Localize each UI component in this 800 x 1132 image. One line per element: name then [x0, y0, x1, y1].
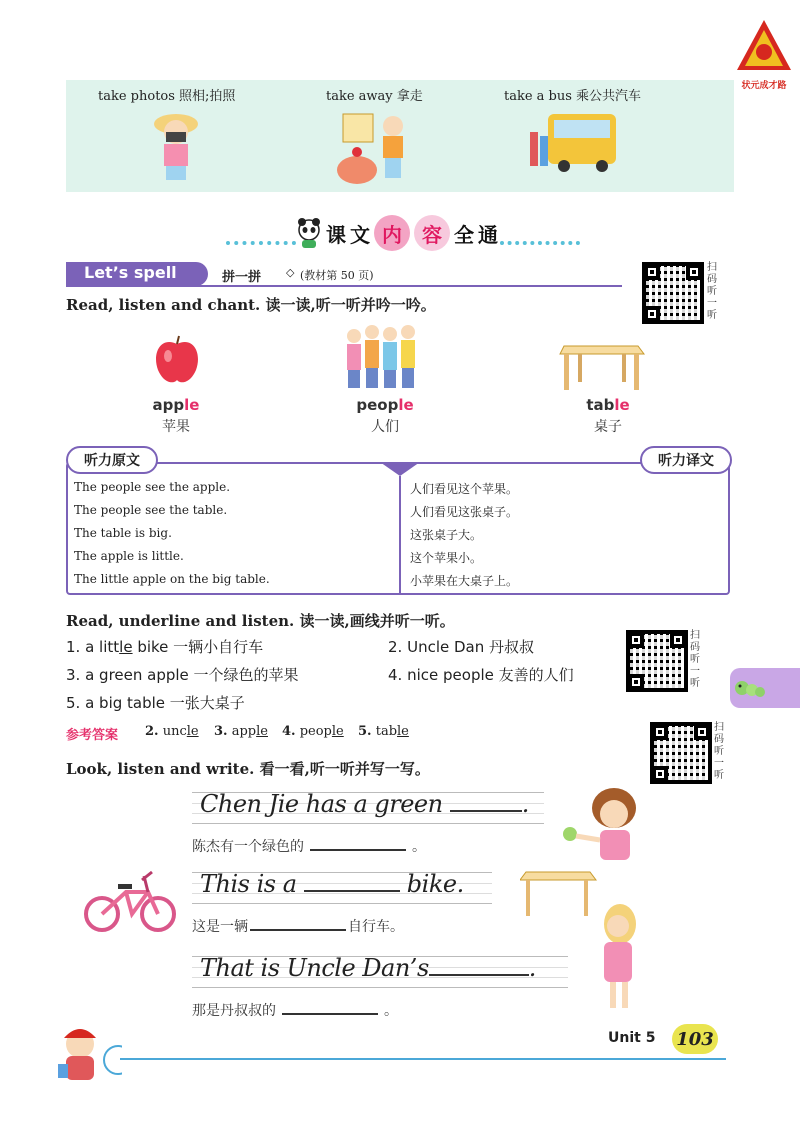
- english-line: The apple is little.: [74, 549, 184, 563]
- qr-caption-1: 扫 码 听 一 听: [707, 262, 717, 321]
- phrase-take-a-bus: take a bus 乘公共汽车: [504, 89, 642, 104]
- caterpillar-icon: [730, 668, 770, 708]
- answer-5: 5. table: [358, 724, 409, 739]
- lets-spell-rule: [66, 285, 622, 287]
- logo-text: 状元成才路: [741, 81, 787, 91]
- word-apple-cn: 苹果: [162, 419, 190, 435]
- bike-illustration: [82, 862, 178, 938]
- title-char: 全: [454, 222, 474, 247]
- title-char: 文: [350, 222, 370, 247]
- chinese-line: 小苹果在大桌子上。: [410, 574, 519, 588]
- book-icon: ◇: [286, 266, 295, 279]
- write-sentence-2-cn: 这是一辆 自行车。: [192, 919, 404, 935]
- title-dots-right: [500, 241, 580, 245]
- english-line: The table is big.: [74, 526, 172, 540]
- write-sentence-1: Chen Jie has a green .: [200, 790, 529, 818]
- title-badge: 内: [374, 215, 410, 251]
- lets-spell-label: Let’s spell: [84, 263, 177, 282]
- phrase-take-away: take away 拿走: [326, 89, 423, 104]
- listening-divider: [399, 476, 401, 595]
- footer-rule: [120, 1058, 726, 1060]
- instruction-read-underline: Read, underline and listen. 读一读,画线并听一听。: [66, 612, 455, 630]
- people-icon: [342, 322, 426, 396]
- table-girl-illustration: [520, 864, 650, 1018]
- write-sentence-1-cn: 陈杰有一个绿色的 。: [192, 839, 426, 855]
- title-dots-left: [226, 241, 296, 245]
- word-apple: apple: [152, 396, 200, 414]
- side-tab: [730, 668, 800, 708]
- qr-code-3[interactable]: [650, 722, 712, 784]
- instruction-read-listen-chant: Read, listen and chant. 读一读,听一听并吟一吟。: [66, 296, 436, 314]
- answer-3: 3. apple: [214, 724, 268, 739]
- chinese-line: 这张桌子大。: [410, 528, 483, 542]
- unit-label: Unit 5: [608, 1030, 656, 1046]
- tab-listening-original: 听力原文: [66, 446, 158, 474]
- word-table-cn: 桌子: [594, 419, 622, 435]
- phrase-take-photos: take photos 照相;拍照: [98, 89, 236, 104]
- word-people-cn: 人们: [371, 419, 399, 435]
- panda-icon: [296, 218, 322, 248]
- mascot-illustration: [52, 1020, 122, 1088]
- table-icon: [558, 336, 646, 396]
- word-table: table: [586, 396, 630, 414]
- underline-item-5: 5. a big table 一张大桌子: [66, 694, 245, 712]
- underline-item-1: 1. a little bike 一辆小自行车: [66, 638, 264, 656]
- chinese-line: 人们看见这个苹果。: [410, 482, 519, 496]
- write-sentence-3-cn: 那是丹叔叔的 。: [192, 1003, 398, 1019]
- girl-holding-apple-illustration: [562, 784, 652, 868]
- textbook-page-ref: (教材第 50 页): [300, 269, 374, 282]
- word-people: people: [356, 396, 414, 414]
- section-title: [296, 216, 498, 250]
- answer-label: 参考答案: [66, 728, 119, 743]
- underline-item-2: 2. Uncle Dan 丹叔叔: [388, 638, 535, 656]
- underline-item-4: 4. nice people 友善的人们: [388, 666, 574, 684]
- underline-item-3: 3. a green apple 一个绿色的苹果: [66, 666, 299, 684]
- spell-chinese-label: 拼一拼: [222, 270, 262, 285]
- girl-apple-illustration: [335, 106, 415, 186]
- qr-code-1[interactable]: [642, 262, 704, 324]
- answer-4: 4. people: [282, 724, 344, 739]
- instruction-look-listen-write: Look, listen and write. 看一看,听一听并写一写。: [66, 760, 430, 778]
- divider-notch: [380, 458, 420, 476]
- qr-code-2[interactable]: [626, 630, 688, 692]
- apple-icon: [152, 334, 202, 390]
- write-sentence-2: This is a bike.: [200, 870, 464, 898]
- bus-illustration: [528, 106, 618, 186]
- answer-2: 2. uncle: [145, 724, 199, 739]
- qr-caption-3: 扫 码 听 一 听: [714, 722, 724, 781]
- chinese-line: 人们看见这张桌子。: [410, 505, 519, 519]
- girl-camera-illustration: [140, 106, 212, 186]
- english-line: The people see the table.: [74, 503, 228, 517]
- publisher-logo: [735, 18, 793, 91]
- tab-listening-translation: 听力译文: [640, 446, 732, 474]
- qr-caption-2: 扫 码 听 一 听: [690, 630, 700, 689]
- chinese-line: 这个苹果小。: [410, 551, 483, 565]
- english-line: The little apple on the big table.: [74, 572, 270, 586]
- english-line: The people see the apple.: [74, 480, 231, 494]
- title-char: 课: [326, 222, 346, 247]
- write-sentence-3: That is Uncle Dan’s .: [200, 954, 536, 982]
- title-char: 通: [478, 222, 498, 247]
- title-badge: 容: [414, 215, 450, 251]
- page-number: 103: [672, 1024, 718, 1054]
